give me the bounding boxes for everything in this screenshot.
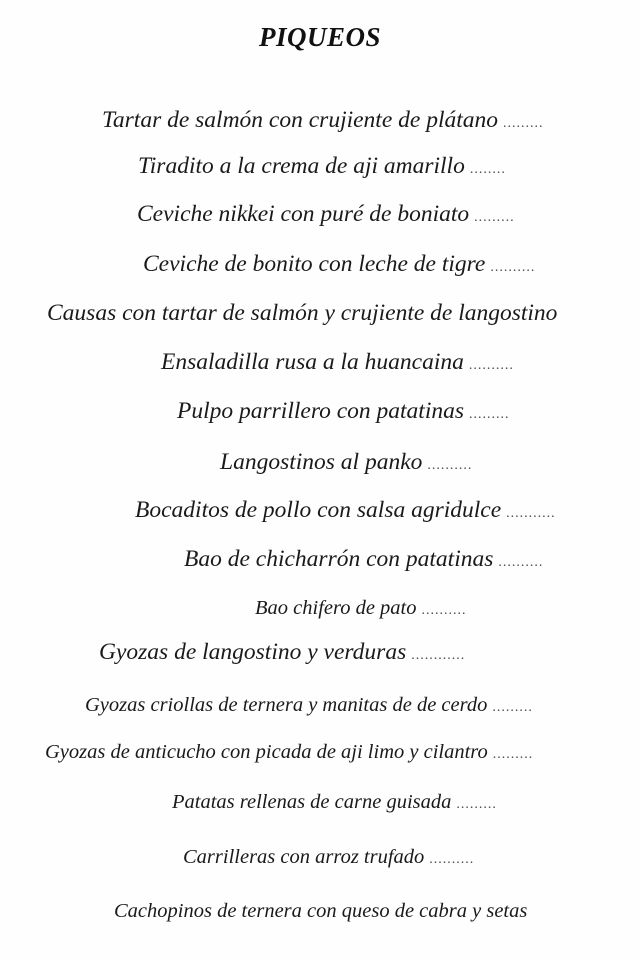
menu-item-leader-dots: ........: [469, 162, 506, 177]
menu-item: [184, 544, 543, 578]
menu-item-name: Ensaladilla rusa a la huancaina: [161, 349, 464, 375]
menu-item-leader-dots: ...........: [506, 506, 556, 521]
menu-item-leader-dots: .........: [492, 700, 533, 715]
menu-item: [255, 593, 467, 626]
menu-section-title: PIQUEOS: [258, 22, 382, 52]
menu-item-name: Langostinos al panko: [220, 449, 423, 475]
menu-item-name: Ceviche nikkei con puré de boniato: [137, 201, 470, 227]
menu-item-leader-dots: ..........: [498, 555, 544, 570]
menu-item: [220, 447, 472, 481]
menu-item: [177, 396, 510, 430]
menu-item-name: Carrilleras con arroz trufado: [183, 846, 425, 868]
menu-item: [102, 105, 544, 139]
menu-item-name: Gyozas criollas de ternera y manitas de de cerdo: [85, 694, 488, 716]
menu-item-name: Gyozas de langostino y verduras: [99, 639, 407, 665]
menu-item-leader-dots: .........: [492, 747, 534, 762]
menu-item-leader-dots: .........: [469, 407, 510, 422]
menu-item-leader-dots: ..........: [427, 458, 473, 473]
menu-item-name: Tartar de salmón con crujiente de plátano: [102, 107, 499, 133]
menu-item-leader-dots: ............: [411, 648, 466, 663]
menu-item-name: Gyozas de anticucho con picada de aji limo y cilantro: [45, 741, 488, 763]
menu-item-name: Pulpo parrillero con patatinas: [177, 398, 465, 424]
menu-item: [172, 787, 497, 820]
menu-item: [183, 842, 474, 875]
menu-item-leader-dots: ..........: [421, 603, 467, 618]
menu-item: [114, 896, 527, 926]
menu-item: [135, 495, 556, 529]
menu-item: [47, 298, 557, 328]
menu-item-leader-dots: ..........: [490, 260, 536, 275]
menu-item-name: Causas con tartar de salmón y crujiente de langostino: [47, 300, 558, 326]
menu-item-leader-dots: ..........: [468, 358, 514, 373]
menu-item-name: Patatas rellenas de carne guisada: [172, 791, 452, 813]
menu-item: [85, 690, 533, 723]
menu-item-leader-dots: .........: [503, 116, 544, 131]
menu-item-leader-dots: .........: [456, 797, 497, 812]
menu-item-name: Tiradito a la crema de aji amarillo: [138, 153, 465, 179]
menu-item-name: Bao de chicharrón con patatinas: [184, 546, 494, 572]
menu-item: [138, 151, 506, 185]
menu-item: [143, 249, 535, 283]
menu-item-name: Bocaditos de pollo con salsa agridulce: [135, 497, 502, 523]
menu-item-leader-dots: ..........: [429, 852, 475, 867]
menu-item: [137, 199, 515, 233]
menu-item-name: Ceviche de bonito con leche de tigre: [143, 251, 486, 277]
menu-item-name: Cachopinos de ternera con queso de cabra y setas: [114, 900, 528, 922]
menu-item: [45, 737, 533, 770]
menu-item-leader-dots: .........: [474, 210, 515, 225]
menu-item: [99, 637, 465, 671]
menu-item: [161, 347, 514, 381]
menu-item-name: Bao chifero de pato: [255, 597, 417, 619]
